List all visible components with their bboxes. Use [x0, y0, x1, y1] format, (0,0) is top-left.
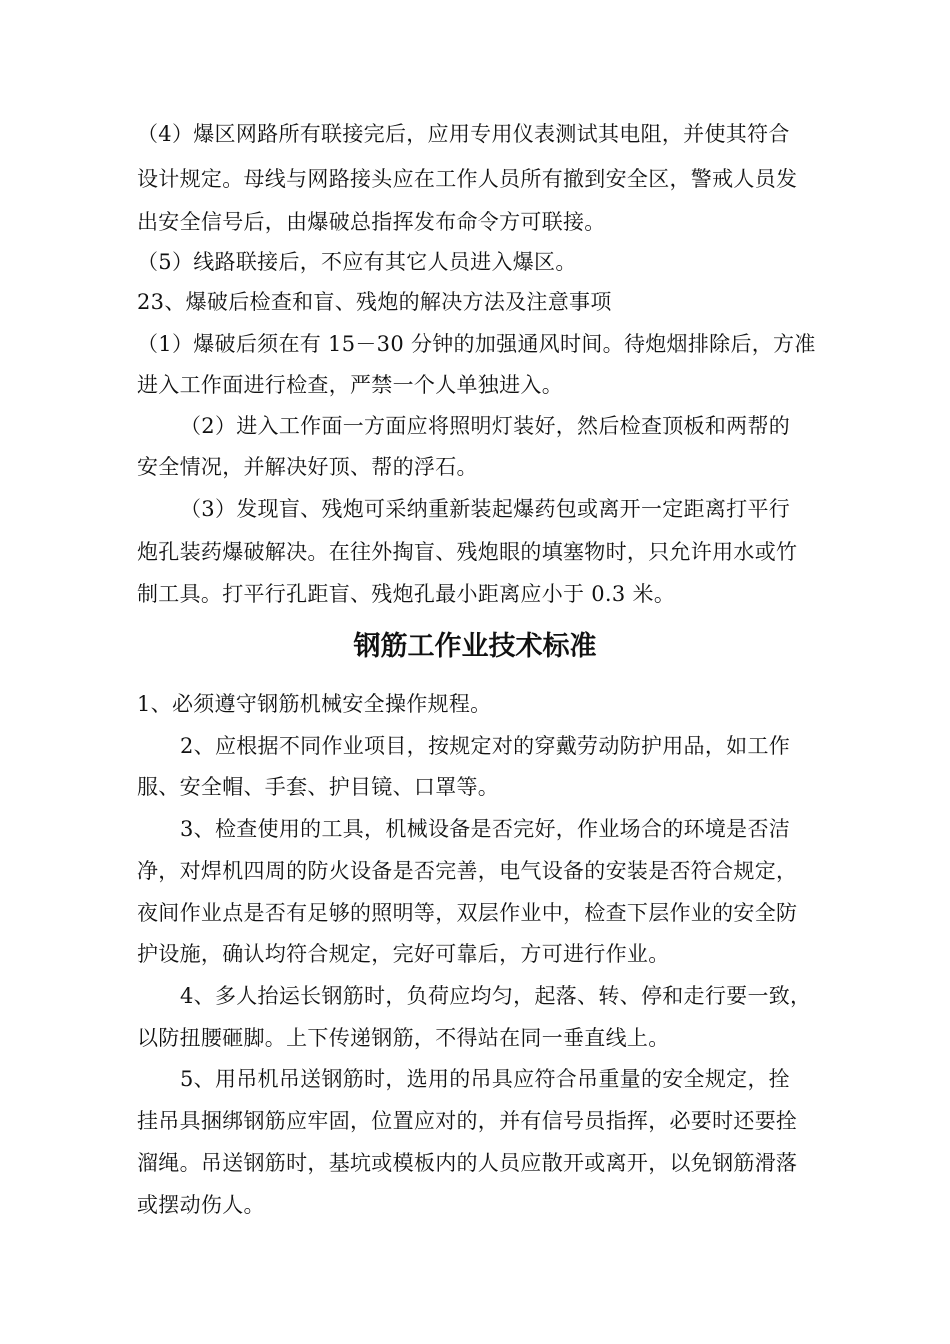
paragraph-line: 安全情况，并解决好顶、帮的浮石。: [137, 455, 478, 479]
paragraph-line: 1、必须遵守钢筋机械安全操作规程。: [137, 692, 492, 716]
paragraph-line: 护设施，确认均符合规定，完好可靠后，方可进行作业。: [137, 942, 670, 966]
paragraph-line: 进入工作面进行检查，严禁一个人单独进入。: [137, 373, 563, 397]
paragraph-line: 或摆动伤人。: [137, 1193, 265, 1217]
paragraph-line: 3、检查使用的工具，机械设备是否完好，作业场合的环境是否洁: [180, 817, 791, 841]
paragraph-line: 设计规定。母线与网路接头应在工作人员所有撤到安全区，警戒人员发: [137, 167, 798, 191]
paragraph-line: 2、应根据不同作业项目，按规定对的穿戴劳动防护用品，如工作: [180, 734, 791, 758]
paragraph-line: （4）爆区网路所有联接完后，应用专用仪表测试其电阻，并使其符合: [137, 122, 790, 146]
paragraph-line: （1）爆破后须在有 15－30 分钟的加强通风时间。待炮烟排除后，方准: [137, 332, 816, 356]
paragraph-line: 出安全信号后，由爆破总指挥发布命令方可联接。: [137, 210, 606, 234]
paragraph-line: 4、多人抬运长钢筋时，负荷应均匀，起落、转、停和走行要一致，: [180, 984, 812, 1008]
paragraph-line: （2）进入工作面一方面应将照明灯装好，然后检查顶板和两帮的: [180, 414, 791, 438]
paragraph-line: 净，对焊机四周的防火设备是否完善，电气设备的安装是否符合规定，: [137, 859, 798, 883]
paragraph-line: 5、用吊机吊送钢筋时，选用的吊具应符合吊重量的安全规定，拴: [180, 1067, 791, 1091]
paragraph-line: 服、安全帽、手套、护目镜、口罩等。: [137, 775, 500, 799]
document-title: 钢筋工作业技术标准: [353, 631, 597, 662]
paragraph-line: 以防扭腰砸脚。上下传递钢筋，不得站在同一垂直线上。: [137, 1026, 670, 1050]
paragraph-line: （3）发现盲、残炮可采纳重新装起爆药包或离开一定距离打平行: [180, 497, 791, 521]
paragraph-line: 挂吊具捆绑钢筋应牢固，位置应对的，并有信号员指挥，必要时还要拴: [137, 1109, 798, 1133]
paragraph-line: 制工具。打平行孔距盲、残炮孔最小距离应小于 0.3 米。: [137, 582, 676, 606]
paragraph-line: 夜间作业点是否有足够的照明等，双层作业中，检查下层作业的安全防: [137, 901, 798, 925]
section-heading-23: 23、爆破后检查和盲、残炮的解决方法及注意事项: [137, 290, 612, 314]
paragraph-line: 炮孔装药爆破解决。在往外掏盲、残炮眼的填塞物时，只允许用水或竹: [137, 540, 798, 564]
paragraph-line: 溜绳。吊送钢筋时，基坑或模板内的人员应散开或离开，以免钢筋滑落: [137, 1151, 798, 1175]
paragraph-line: （5）线路联接后，不应有其它人员进入爆区。: [137, 250, 577, 274]
